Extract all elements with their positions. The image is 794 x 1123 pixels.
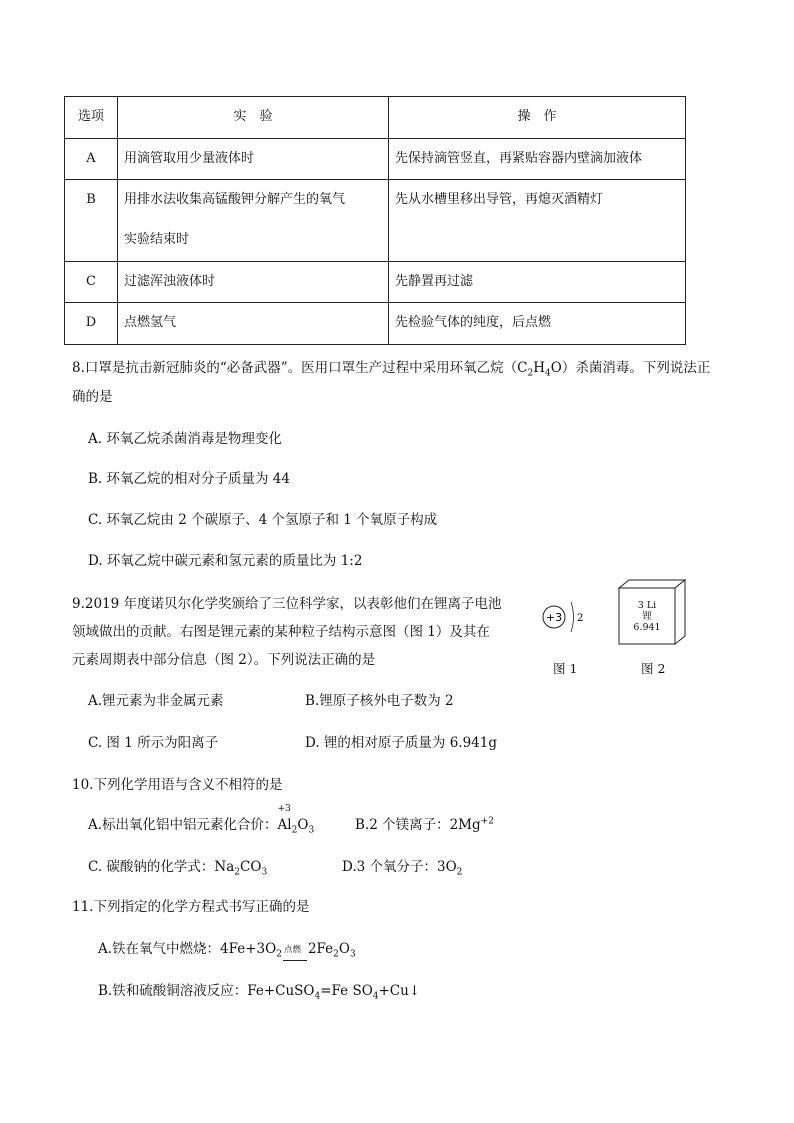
reaction-condition: 点燃	[283, 945, 301, 955]
q9-stem-line1: 9.2019 年度诺贝尔化学奖颁给了三位科学家，以表彰他们在锂离子电池	[72, 596, 502, 612]
row-experiment: 过滤浑浊液体时	[118, 262, 389, 303]
q9-option-d: D. 锂的相对原子质量为 6.941g	[305, 735, 498, 751]
q10-option-c: C. 碳酸钠的化学式：$Na_2CO_3$	[88, 859, 268, 878]
q10-option-a: A.标出氧化铝中铝元素化合价： +3 $Al_2O_3$	[88, 804, 315, 836]
row-experiment: 点燃氢气	[118, 303, 389, 345]
q9-stem-line2: 领域做出的贡献。右图是锂元素的某种粒子结构示意图（图 1）及其在	[72, 624, 490, 640]
row-operation: 先从水槽里移出导管，再熄灭酒精灯	[389, 180, 686, 262]
table-row	[65, 303, 686, 345]
nucleus-charge: +3	[545, 611, 563, 624]
q8-stem-line2: 确的是	[72, 389, 113, 405]
periodic-cell-text	[623, 600, 671, 633]
row-experiment	[118, 180, 389, 262]
q9-option-a: A.锂元素为非金属元素	[88, 693, 224, 709]
fig1-label: 图 1	[553, 661, 578, 676]
operations-table	[64, 96, 686, 345]
table-row	[65, 262, 686, 303]
q8-option-d: D. 环氧乙烷中碳元素和氢元素的质量比为 1:2	[88, 553, 363, 569]
electron-count: 2	[577, 613, 584, 624]
element-number-symbol: 3 Li	[637, 600, 657, 611]
element-mass: 6.941	[633, 622, 661, 633]
row-option: A	[65, 139, 118, 180]
q11-option-b: B.铁和硫酸铜溶液反应：Fe+CuSO$_4$=Fe $SO_4+Cu↓$	[98, 983, 421, 1002]
q10-stem: 10.下列化学用语与含义不相符的是	[72, 777, 283, 793]
header-experiment: 实 验	[118, 97, 389, 139]
table-header-row	[65, 97, 686, 139]
q11-stem: 11.下列指定的化学方程式书写正确的是	[72, 899, 310, 915]
table-row	[65, 180, 686, 262]
row-operation: 先保持滴管竖直，再紧贴容器内壁滴加液体	[389, 139, 686, 180]
table-row	[65, 139, 686, 180]
q8-stem: 8.口罩是抗击新冠肺炎的“必备武器”。医用口罩生产过程中采用环氧乙烷$(C_2H_4O)$杀菌消毒。下列说法正	[72, 360, 711, 379]
row-operation: 先检验气体的纯度，后点燃	[389, 303, 686, 345]
q9-stem-line3: 元素周期表中部分信息（图 2）。下列说法正确的是	[72, 652, 376, 668]
q11-option-a: A.铁在氧气中燃烧：$4Fe+3O_2$ 点燃 $2Fe_2O_3$	[98, 941, 356, 960]
q10-option-b: B.2 个镁离子：$2Mg^{+2}$	[355, 816, 494, 833]
q8-option-a: A. 环氧乙烷杀菌消毒是物理变化	[88, 431, 282, 447]
q8-option-b: B. 环氧乙烷的相对分子质量为 44	[88, 471, 290, 487]
header-option: 选项	[65, 97, 118, 139]
row-option: D	[65, 303, 118, 345]
row-experiment-line1: 用排水法收集高锰酸钾分解产生的氧气	[124, 192, 346, 207]
row-experiment: 用滴管取用少量液体时	[118, 139, 389, 180]
row-option: B	[65, 180, 118, 262]
q10-option-d: D.3 个氧分子：$3O_2$	[342, 859, 463, 878]
q8-option-c: C. 环氧乙烷由 2 个碳原子、4 个氢原子和 1 个氧原子构成	[88, 512, 438, 528]
header-operation: 操 作	[389, 97, 686, 139]
row-experiment-line2: 实验结束时	[124, 232, 190, 247]
row-option: C	[65, 262, 118, 303]
q9-option-c: C. 图 1 所示为阳离子	[88, 735, 219, 751]
fig2-label: 图 2	[641, 661, 666, 676]
q9-option-b: B.锂原子核外电子数为 2	[305, 693, 454, 709]
valence-mark: +3	[277, 804, 291, 814]
lithium-ion-structure-diagram	[540, 598, 590, 638]
element-name: 锂	[642, 611, 652, 622]
row-operation: 先静置再过滤	[389, 262, 686, 303]
